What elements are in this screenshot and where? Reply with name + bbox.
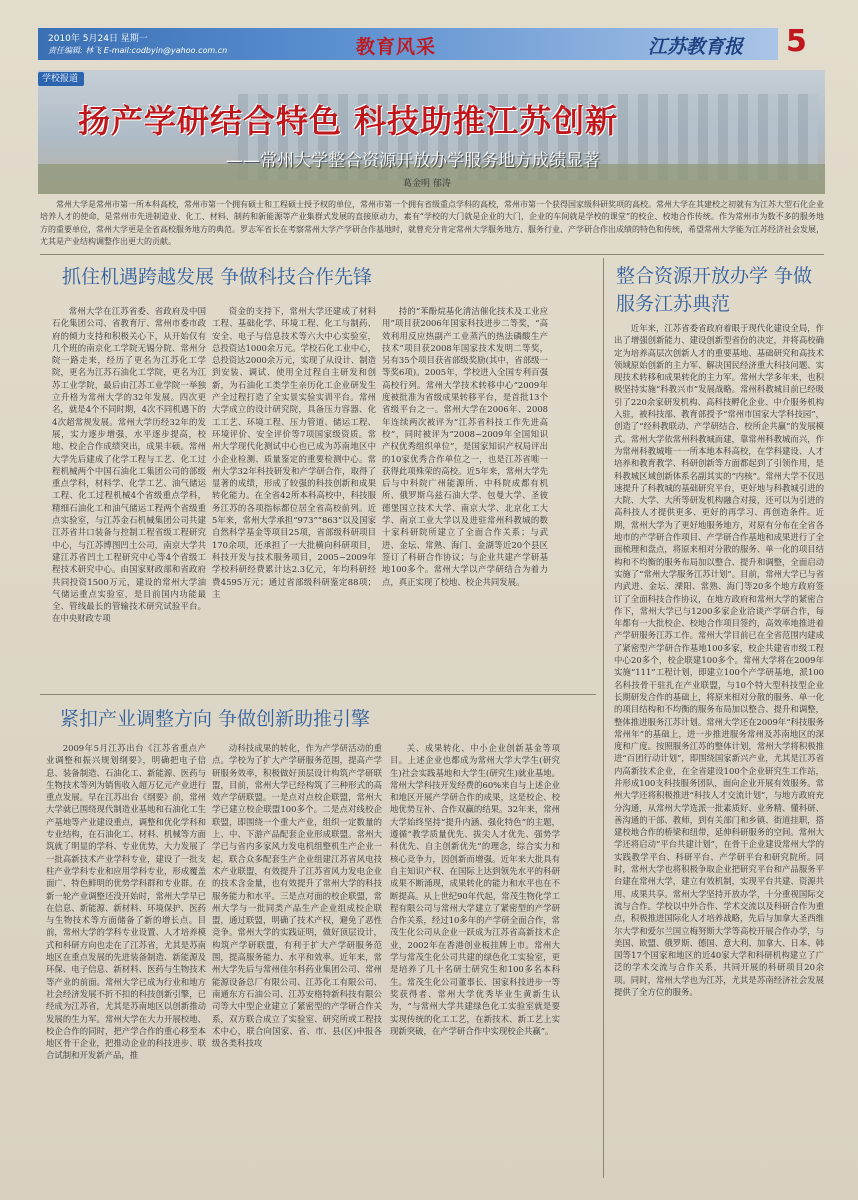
issue-date: 2010年 5月24日 星期一 (48, 34, 148, 44)
section3-col3 (390, 742, 560, 1178)
section3-col3-text: 关、成果转化、中小企业创新基金等项目。上述企业也都成为常州大学大学生(研究生)社会实践基地和大学生(研究生)就业基地。常州大学科技开发经费的60%来自与上述企业和地区开展产学研合作的成果，这是校企、校地优势互补、合作双赢的结果。32年来，常州大学始终坚持“提升内涵、强化特色”的主题，遵循“教学质量优先、拔尖人才优先、强势学科优先、自主创新优先”的理念，综合实力和核心竞争力，因创新而增强。近年来大批具有自主知识产权、在国际上达到领先水平的科研成果不断涌现，成果转化的能力和水平也在不断提高。从上世纪90年代起，常茂生物化学工程有限公司与常州大学建立了紧密型的产学研合作关系，经过10多年的产学研全面合作，常茂生化公司从企业一跃成为江苏省高新技术企业，2002年在香港创业板挂牌上市。常州大学与常茂生化公司共建的绿色化工实验室，更是培养了几十名研士研究生和100多名本科生。常茂生化公司董事长、国家科技进步一等奖获得者、常州大学优秀毕业生黄新生认为，“与常州大学共建绿色化工实验室就是要实现传统的化工工艺，在新技术、新工艺上实现新突破，在产学研合作中实现校企共赢”。 (390, 743, 560, 1036)
section2-title-line1 (616, 262, 821, 318)
section2-title: 整合资源开放办学 争做服务江苏典范 (616, 265, 813, 315)
section1-col3-text: 持的“苯酚烷基化清洁催化技术及工业应用”项目获2006年国家科技进步二等奖，“高效利用反应热副产工业蒸汽的热法磷酸生产技术”项目获2008年国家技术发明二等奖，另有35个项目获省部级奖励(其中，省部级一等奖6项)。2005年，学校进入全国专利百强高校行列。常州大学技术转移中心“2009年度被批准为省级成果转移平台，是首批13个省级平台之一。常州大学在2006年、2008年连续两次被评为“江苏省科技工作先进高校”，同时被评为“2008~2009年全国知识产权优秀组织单位”，是国家知识产权局评出的10家优秀合作单位之一，也是江苏省唯一获得此项殊荣的高校。近5年来，常州大学先后与中科院广州能源所、中科院成都有机所、俄罗斯乌兹石油大学、包曼大学、圣彼德堡国立技术大学、南京大学、北京化工大学、南京工业大学以及进驻常州科教城的数十家科研院所建立了全面合作关系；与武进、金坛、常熟、海门、金湖等近20个县区签订了科研合作协议；与企业共建产学研基地100多个。常州大学以产学研结合为着力点，真正实现了校地、校企共同发展。 (382, 306, 548, 587)
section1-title: 抓住机遇跨越发展 争做科技合作先锋 (62, 266, 373, 288)
section1-col1 (52, 305, 206, 685)
section3-col1-text: 2009年5月江苏出台《江苏省重点产业调整和振兴规划纲要》，明确把电子信息、装备制造、石油化工、新能源、医药与生物技术等列为销售收入超万亿元产业进行重点发展。早在江苏出台《纲要》前，常州大学就已围绕现代制造业基地和石油化工生产基地等产业建设重点，调整和优化学科和专业结构，在石油化工、材料、机械等方面筑就了明显的学科、专业优势，大力发展了一批高新技术产业学科专业，建设了一批支柱产业学科专业和应用学科专业，形成覆盖面广、特色鲜明的优势学科群和专业群。在新一轮产业调整还没开始时，常州大学早已在信息、新能源、新材料、环境保护、医药与生物技术等方面储备了新的增长点。目前，常州大学的学科专业设置、人才培养模式和科研方向也走在了江苏省，尤其是苏南地区在重点发展的先进装备制造、新能源及环保、电子信息、新材料、医药与生物技术等产业的前面。常州大学已成为行业和地方社会经济发展不折不扣的科技创新引擎，已经成为江苏省，尤其是苏南地区以创新推动发展的生力军。常州大学在大力开展校地、校企合作的同时，把产学合作的重心移至本地区骨干企业，把推动企业的科技进步、联合试制和开发新产品，推 (46, 743, 206, 1061)
section1-col2-text: 资金的支持下，常州大学还建成了材料工程、基础化学、环境工程、化工与制药、安全、电子与信息技术等六大中心实验室，总投资达1000余万元。学校石化工业中心，总投资达2000余万元，实现了从设计、制造到安装、调试、使用全过程自主研发和创新，为石油化工类学生亲历化工企业研发生产全过程打造了全实景实验实训平台。常州大学成立的设计研究院，具备压力容器、化工工艺、环境工程、压力管道、储运工程、环境评价、安全评价等7项国家级资质。常州大学现代化测试中心也已成为苏南地区中小企业检测、质量鉴定的重要检测中心。常州大学32年科技研发和产学研合作，取得了显著的成绩，形成了较强的科技创新和成果转化能力。在全省42所本科高校中，科技服务江苏的各项指标都位居全省高校前列。近5年来，常州大学承担“973”“863”以及国家自然科学基金等项目25项，省部级科研项目170余项，还承担了一大批横向科研项目，科技开发与技术服务项目，2005~2009年学校科研经费累计达2.3亿元，年均科研经费4595万元；通过省部级科研鉴定88项；主 (212, 306, 376, 599)
section3-col1 (46, 742, 206, 1178)
section3-col2 (212, 742, 382, 1178)
intro-paragraph: 常州大学是常州市第一所本科高校，常州市第一个拥有硕士和工程硕士授予权的单位，常州市第一个拥有省级重点学科的高校，常州市第一个获得国家级科研奖项的高校。常州大学在其建校之初就有为江苏大型石化企业培养人才的使命，是常州市先进制造业、化工、材料、制药和新能源等产业集群式发展的直接原动力，素有“学校的大门就是企业的大门，企业的车间就是学校的课堂”的校企、校地合作传统。作为常州市为数不多的服务地方的重要单位，常州大学更是全省高校服务地方的典范。罗志军省长在考察常州大学产学研合作基地时，就曾充分肯定常州大学服务地方、服务行业、产学研合作出成绩的特色和传统，希望常州大学能为江苏经济社会发展，尤其是产业结构调整作出更大的贡献。 (40, 200, 824, 246)
column-divider (603, 258, 604, 1178)
headline: 扬产学研结合特色 科技助推江苏创新 (78, 102, 619, 140)
section1-col2 (212, 305, 376, 685)
section3-col2-text: 动科技成果的转化，作为产学研活动的重点。学校为了扩大产学研服务范围，提高产学研服务效率，积极做好顶层设计构筑产学研联盟，目前，常州大学已经构筑了三种形式的高效产学研联盟。一是点对点校企联盟，常州大学已建立校企联盟100多个。二是点对线校企联盟，即围绕一个重大产业，组织一定数量的上、中、下游产品配套企业形成联盟。常州大学已与省内多家风力发电机组整机生产企业一起，联合众多配套生产企业组建江苏省风电技术产业联盟，有效提升了江苏省风力发电企业的技术含金量，也有效提升了常州大学的科技服务能力和水平。三是点对面的校企联盟，常州大学与一批同类产品生产企业组成校企联盟，通过联盟，明确了技术产权，避免了恶性竞争。常州大学的实践证明，做好顶层设计，构筑产学研联盟，有利于扩大产学研服务范围，提高服务能力、水平和效率。近年来，常州大学先后与常州佳尔科药业集团公司、常州能源设备总厂有限公司、江苏化工有限公司、南通东方石油公司、江苏安格特新科技有限公司等大中型企业建立了紧密型的产学研合作关系，双方联合成立了实验室、研究所或工程技术中心，联合向国家、省、市、县(区)申报各级各类科技攻 (212, 743, 382, 1049)
section1-col3 (382, 305, 548, 685)
section2-text-column (614, 322, 824, 1178)
newspaper-name: 江苏教育报 (648, 36, 744, 58)
editor-credit: 责任编辑: 林飞 E-mail:codbyin@yahoo.com.cn (48, 46, 228, 55)
subheadline: ——常州大学整合资源开放办学服务地方成绩显著 (226, 151, 600, 171)
masthead (38, 22, 833, 64)
hero-banner (38, 70, 825, 194)
section-divider (40, 694, 596, 695)
section1-col1-text: 常州大学在江苏省委、省政府及中国石化集团公司、省教育厅、常州市委市政府的倾力支持和积极关心下，从开始仅有几个班的南京化工学院无锡分院、常州分院一路走来，经历了更名为江苏化工学院，更名为江苏石油化工学院，更名为江苏工业学院，最后由江苏工业学院一举独立升格为常州大学的32年发展。四次更名，就是4个不同时期，4次不同机遇下的4次超常规发展。常州大学历经32年的发展，实力逐步增强，水平逐步提高，校地、校企合作成绩突出，成果丰硕。常州大学先后建成了化学工程与工艺、化工过程机械两个中国石油化工集团公司的部级重点学科，材料学、化学工艺、油气储运工程、化工过程机械4个省级重点学科，精细石油化工和油气储运工程两个省级重点实验室，与江苏金石机械集团公司共建江苏省井口装备与控制工程省级工程研究中心，与江苏博图凹土公司，南京大学共建江苏省凹土工程研究中心等4个省级工程技术研究中心。由国家财政部和省政府共同投资1500万元，建设的常州大学油气储运重点实验室，是目前国内功能最全、管线最长的管输技术研究试验平台。在中央财政专项 (52, 306, 206, 624)
section-title: 教育风采 (356, 36, 437, 58)
page-number: 5 (786, 24, 807, 59)
report-tag: 学校报道 (38, 72, 84, 86)
section3-title: 紧扣产业调整方向 争做创新助推引擎 (60, 708, 371, 730)
section2-text: 近年来，江苏省委省政府着眼于现代化建设全局，作出了增强创新能力、建设创新型省份的决定，并将高校确定为培养高层次创新人才的重要基地、基础研究和高技术领域原始创新的主力军、解决国民经济重大科技问题、实现技术转移和成果转化的主力军。常州大学多年来，也积极坚持实施“科教兴市”发展战略。常州科教城目前已经吸引了220余家研发机构、高科技孵化企业、中介服务机构入驻，被科技部、教育部授予“常州市国家大学科技园”，创造了“经科教联动、产学研结合、校所企共赢”的发展模式。常州大学依常州科教城而建，靠常州科教城而兴，作为常州科教城唯一一所本地本科高校，在学科建设、人才培养和教育教学、科研创新等方面都起到了引领作用，是科教城区域创新体系名副其实的“内核”。常州大学不仅迅速提升了科教城的基础研究平台，更好地与科教城引进的大院、大学、大所等研发机构融合对接，还可以为引进的高科技人才提供更多、更好的再学习、再创造条件。近期，常州大学为了更好地服务地方，对原有分布在全省各地市的产学研合作项目、产学研合作基地和成果进行了全面梳理和盘点，将原来相对分散的服务、单一化的项目结构和不均衡的服务布局加以整合、提升和调整，全面启动实施了“常州大学服务江苏计划”。目前，常州大学已与省内武进、金坛、溧阳、常熟、海门等20多个地方政府签订了全面科技合作协议，在地方政府和常州大学的紧密合作下，常州大学已与1200多家企业洽谈产学研合作，每年都有一大批校企、校地合作项目签约，高效率地推进着产学研服务江苏工作。常州大学目前已在全省范围内建成了紧密型产学研合作基地100多家，校企共建省市级工程中心20多个，校企联建100多个。常州大学将在2009年实施“111”工程计划，即建立100个产学研基地，派100名科技骨干驻扎在产业联盟，与10个特大型科技型企业长期研发合作的基础上，将原来相对分散的服务、单一化的项目结构和不均衡的服务布局加以整合、提升和调整，整体推进服务江苏计划。常州大学还在2009年“科技服务常州年”的基础上，进一步推进服务常州及苏南地区的深度和广度。按照服务江苏的整体计划，常州大学将积极推进“百团行动计划”，即围绕国家新兴产业，尤其是江苏省内高新技术企业，在全省建设100个企业研究生工作站，并形成100支科技服务团队，面向企业开展有效服务。常州大学还将积极推进“科技人才交流计划”，与地方政府充分沟通，从常州大学选派一批素质好、业务精、懂科研、善沟通的干部、教师，到有关部门和乡镇、街道挂职，搭建校地合作的桥梁和纽带，延伸科研服务的空间。常州大学还将启动“平台共建计划”，在骨干企业建设常州大学的实践教学平台、科研平台、产学研平台和研究院所。同时，常州大学也将积极争取企业把研究平台和产品服务平台建在常州大学，建立有效机制，实现平台共建、资源共用、成果共享。常州大学坚持开放办学，十分重视国际交流与合作。学校以中外合作、学术交流以及科研合作为重点，积极推进国际化人才培养战略，先后与加拿大圣西维尔大学和爱尔兰国立梅努斯大学等高校开展合作办学，与美国、欧盟、俄罗斯、德国、意大利、加拿大、日本、韩国等17个国家和地区的近40家大学和科研机构建立了广泛的学术交流与合作关系，共同开展的科研项目20余项。同时，常州大学也为江苏，尤其是苏南经济社会发展提供了全方位的服务。 (614, 323, 824, 998)
intro-divider (40, 254, 824, 255)
byline: 葛金明 郁涛 (403, 179, 451, 189)
